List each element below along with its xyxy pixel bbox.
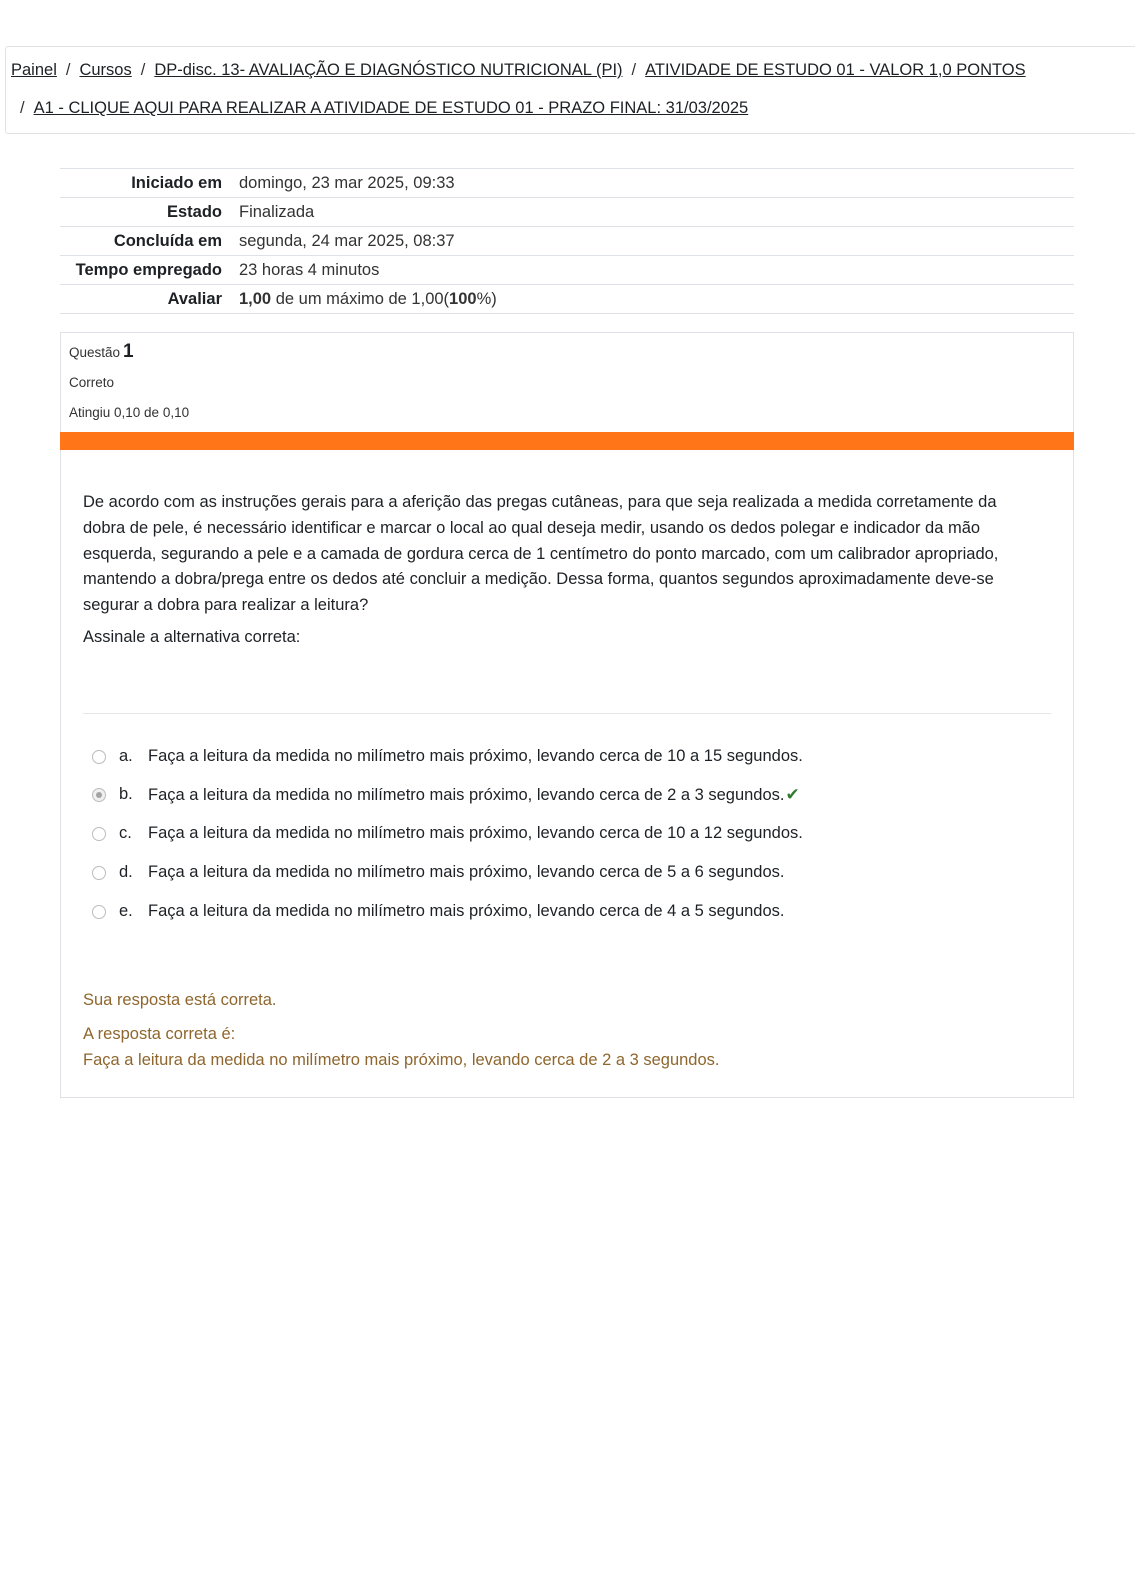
feedback-answer-text: Faça a leitura da medida no milímetro mais próximo, levando cerca de 2 a 3 segundos. bbox=[83, 1051, 720, 1069]
summary-row-time bbox=[60, 256, 1074, 285]
option-text: Faça a leitura da medida no milímetro mais próximo, levando cerca de 10 a 15 segundos. bbox=[148, 747, 803, 765]
summary-row-completed bbox=[60, 227, 1074, 256]
summary-label: Tempo empregado bbox=[60, 256, 239, 285]
summary-value: Finalizada bbox=[239, 198, 1074, 227]
option-text: Faça a leitura da medida no milímetro mais próximo, levando cerca de 10 a 12 segundos. bbox=[148, 824, 803, 842]
check-icon: ✔ bbox=[785, 785, 800, 804]
question-state: Correto bbox=[69, 375, 115, 390]
question-mark: Atingiu 0,10 de 0,10 bbox=[69, 405, 190, 420]
feedback-correct-message: Sua resposta está correta. bbox=[83, 991, 277, 1009]
summary-label: Concluída em bbox=[60, 227, 239, 256]
breadcrumb-separator: / bbox=[20, 99, 25, 117]
grade-max-text: de um máximo de 1,00( bbox=[271, 289, 450, 308]
radio-button[interactable] bbox=[92, 905, 106, 919]
summary-value bbox=[239, 285, 1074, 314]
breadcrumb-separator: / bbox=[631, 61, 637, 79]
summary-label: Iniciado em bbox=[60, 169, 239, 198]
breadcrumb bbox=[5, 46, 1135, 134]
grade-end-text: %) bbox=[476, 289, 497, 308]
summary-value: domingo, 23 mar 2025, 09:33 bbox=[239, 169, 1074, 198]
summary-label: Estado bbox=[60, 198, 239, 227]
summary-value: segunda, 24 mar 2025, 08:37 bbox=[239, 227, 1074, 256]
question-number bbox=[69, 341, 134, 363]
feedback-answer-label: A resposta correta é: bbox=[83, 1025, 236, 1043]
option-text: Faça a leitura da medida no milímetro mais próximo, levando cerca de 5 a 6 segundos. bbox=[148, 863, 785, 881]
option-text: Faça a leitura da medida no milímetro mais próximo, levando cerca de 4 a 5 segundos. bbox=[148, 902, 785, 920]
breadcrumb-separator: / bbox=[140, 61, 146, 79]
breadcrumb-line-2 bbox=[20, 99, 748, 118]
radio-button[interactable] bbox=[92, 866, 106, 880]
question-info bbox=[60, 332, 1074, 432]
breadcrumb-link-painel[interactable]: Painel bbox=[11, 61, 57, 79]
breadcrumb-link-activity[interactable]: ATIVIDADE DE ESTUDO 01 - VALOR 1,0 PONTOS bbox=[645, 61, 1026, 79]
option-letter: d. bbox=[119, 863, 133, 881]
question-content bbox=[60, 450, 1074, 1098]
question-number-value: 1 bbox=[123, 341, 134, 362]
question-text: De acordo com as instruções gerais para a aferição das pregas cutâneas, para que seja realizada a medida corretamente da dobra de pele, é necessário identificar e marcar o local ao qual deseja medir, usando os dedos polegar e indicador da mão esquerda, segurando a pele e a camada de gordura cerca de 1 centímetro do ponto marcado, com um calibrador apropriado, mantendo a dobra/prega entre os dedos até concluir a medição. Dessa forma, quantos segundos aproximadamente deve-se segurar a dobra para realizar a leitura? bbox=[83, 493, 999, 615]
option-letter: a. bbox=[119, 747, 133, 765]
question-prompt: Assinale a alternativa correta: bbox=[83, 628, 301, 646]
option-letter: e. bbox=[119, 902, 133, 920]
grade-score: 1,00 bbox=[239, 289, 272, 308]
question-accent-bar bbox=[60, 432, 1074, 450]
breadcrumb-line-1 bbox=[11, 61, 1026, 80]
breadcrumb-separator: / bbox=[65, 61, 71, 79]
divider bbox=[83, 713, 1051, 714]
option-text bbox=[148, 785, 800, 805]
breadcrumb-link-course[interactable]: DP-disc. 13- AVALIAÇÃO E DIAGNÓSTICO NUTRICIONAL (PI) bbox=[154, 61, 623, 79]
radio-button-selected[interactable] bbox=[92, 788, 106, 802]
summary-row-state bbox=[60, 198, 1074, 227]
option-text-value: Faça a leitura da medida no milímetro mais próximo, levando cerca de 2 a 3 segundos. bbox=[148, 786, 785, 804]
summary-label: Avaliar bbox=[60, 285, 239, 314]
grade-percent: 100 bbox=[449, 289, 477, 308]
attempt-summary-table bbox=[60, 168, 1074, 314]
option-letter: c. bbox=[119, 824, 132, 842]
summary-row-started bbox=[60, 169, 1074, 198]
question-label: Questão bbox=[69, 345, 121, 360]
breadcrumb-link-cursos[interactable]: Cursos bbox=[79, 61, 132, 79]
breadcrumb-link-quiz[interactable]: A1 - CLIQUE AQUI PARA REALIZAR A ATIVIDADE DE ESTUDO 01 - PRAZO FINAL: 31/03/2025 bbox=[33, 99, 749, 117]
radio-button[interactable] bbox=[92, 750, 106, 764]
summary-value: 23 horas 4 minutos bbox=[239, 256, 1074, 285]
option-letter: b. bbox=[119, 785, 133, 803]
radio-button[interactable] bbox=[92, 827, 106, 841]
summary-row-grade bbox=[60, 285, 1074, 314]
